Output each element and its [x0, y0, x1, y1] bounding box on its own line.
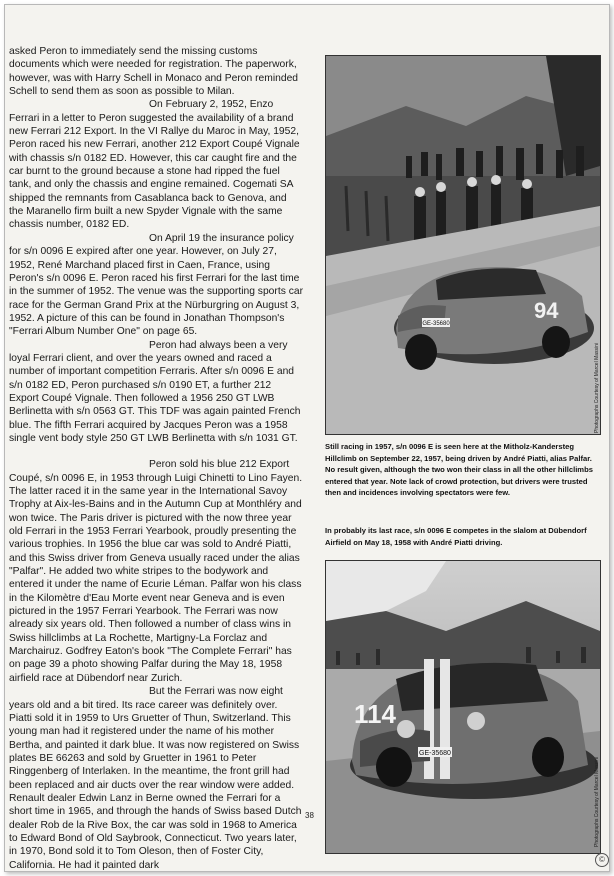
photo-credit: Photographs Courtesy of Marcel Massini	[594, 756, 600, 847]
article-body	[9, 45, 303, 872]
copyright-icon: ©	[595, 853, 609, 867]
race-number: 94	[534, 298, 559, 323]
paragraph: On April 19 the insurance policy for s/n 0096 E expired after one year. However, on July 27, 1952, René Marchand placed first in Caen, France, using Peron's s/n 0096 E. Peron raced his first Ferrari for the last time in the summer of 1952. The venue was the supporting sports car race for the German Grand Prix at the Nürburgring on August 3, 1952. A picture of this can be found in Jonathan Thompson's "Ferrari Album Number One" on page 65.	[9, 232, 304, 338]
plate-text: GE-35680	[422, 321, 450, 327]
paragraph: asked Peron to immediately send the missing customs documents which were needed for registration. The paperwork, however, was with Harry Schell in Monaco and Peron reminded Schell to send them as soon as possible to Milan.	[9, 46, 299, 98]
race-number: 114	[354, 699, 396, 729]
hillclimb-photo	[325, 55, 601, 435]
paragraph: But the Ferrari was now eight years old and a bit tired. Its race career was definitely over. Piatti sold it in 1959 to Urs Gruetter of Thun, Switzerland. This young man had it registered under the name of his mother Bertha, and painted it dark blue. It was now registered on Swiss plates BE 66263 and sold by Gruetter in 1961 to Peter Ringgenberg of Interlaken. In the meantime, the front grill had been replaced and air ducts over the rear window were added. Renault dealer Edwin Lanz in Berne owned the Ferrari for a short time in 1965, and through the hands of Swiss based Dutch dealer Rob de la Rive Box, the car was sold in 1968 to America to Edward Bond of Old Saybrook, Connecticut. Two years later, in 1970, Bond sold it to Tom Oleson, then of Foster City, California. He had it painted dark	[9, 686, 302, 871]
paragraph: On February 2, 1952, Enzo Ferrari in a letter to Peron suggested the availability of a brand new Ferrari 212 Export. In the VI Rallye du Maroc in May, 1952, Peron raced his new Ferrari, another 212 Export Coupé Vignale with chassis s/n 0182 ED. However, this car caught fire and the car burnt to the ground because a stone had ripped the fuel tank, and only the chassis and engine remained. Cogemati SA shipped the remnants from Casablanca back to Genova, and the Maranello firm built a new Spyder Vignale with the same chassis number, 0182 ED.	[9, 99, 300, 231]
paragraph: Peron had always been a very loyal Ferrari client, and over the years owned and raced a number of important competition Ferraris. After s/n 0096 E and s/n 0182 ED, Peron purchased s/n 0190 ET, a further 212 Export Coupé Vignale. Then followed a 1956 250 GT LWB Berlinetta with s/n 0563 GT. This TDF was again painted French blue. The fifth Ferrari acquired by Jacques Peron was a 1958 single vent body style 250 GT LWB Berlinetta with s/n 1031 GT.	[9, 339, 301, 444]
photo-caption: In probably its last race, s/n 0096 E competes in the slalom at Dübendorf Airfield on May 18, 1958 with André Piatti driving.	[325, 526, 587, 547]
photo-caption: Still racing in 1957, s/n 0096 E is seen here at the Mitholz-Kandersteg Hillclimb on September 22, 1957, being driven by André Piatti, alias Palfar. No result given, although the two won their class in all the other hillclimbs entered that year. Note lack of crowd protection, but drivers were trusted then and incidences involving spectators were few.	[325, 442, 593, 497]
plate-text: GE-35680	[419, 750, 451, 757]
magazine-page	[4, 4, 610, 872]
page-number: 38	[305, 811, 314, 820]
airfield-photo	[325, 560, 601, 854]
paragraph: Peron sold his blue 212 Export Coupé, s/n 0096 E, in 1953 through Luigi Chinetti to Lino Fayen. The latter raced it in the same year in the International Savoy Trophy at Aix-les-Bains and in the Autumn Cup at Monthléry and won twice. The Paris driver is pictured with the now three year old Ferrari in the 1953 Ferrari Yearbook, proudly presenting the various trophies. In 1956 the blue car was sold to André Piatti, and this Swiss driver from Geneva usually raced under the alias "Palfar". He added two white stripes to the bodywork and entered it under the name of Ecurie Léman. Palfar won his class in the Kilomètre d'Eau Morte event near Geneva and is even pictured in the 1957 Ferrari Yearbook. The Ferrari was now already six years old. Then followed a number of class wins in Swiss hillclimbs at La Rochette, Martigny-La Forclaz and Marchairuz. Godfrey Eaton's book "The Complete Ferrari" has on page 39 a photo showing Palfar during the May 18, 1958 airfield race at Dübendorf near Zurich.	[9, 459, 303, 684]
photo-credit: Photographs Courtesy of Marcel Massini	[594, 342, 600, 433]
